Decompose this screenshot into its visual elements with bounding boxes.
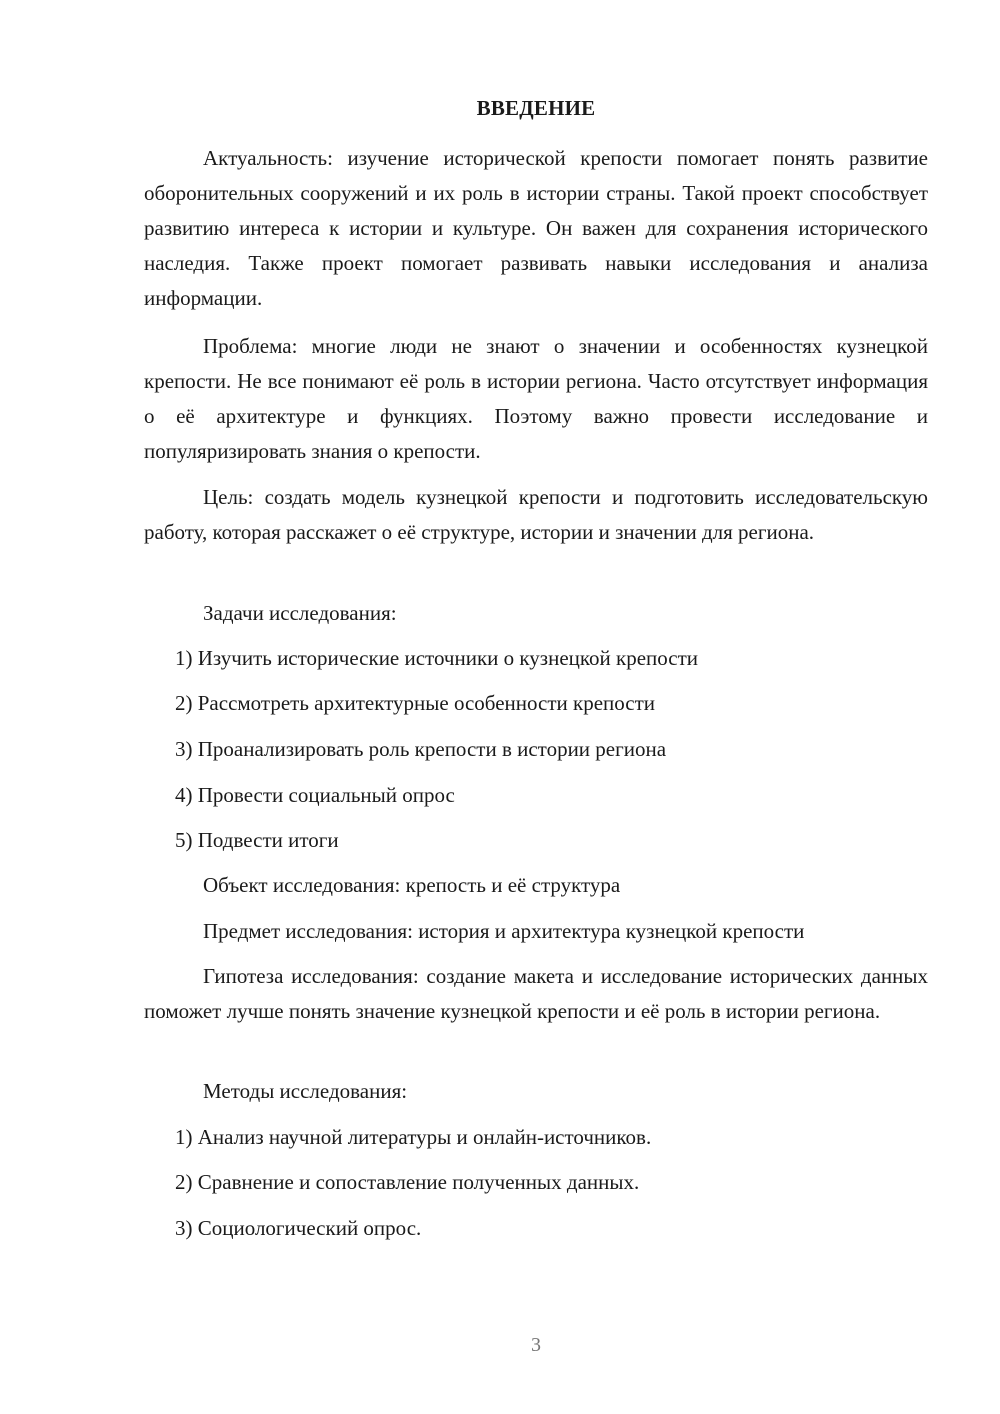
object-line: Объект исследования: крепость и её структура (203, 873, 621, 897)
hypothesis-paragraph: Гипотеза исследования: создание макета и исследование исторических данных поможет лучше понять значение кузнецкой крепости и её роль в истории региона. (144, 964, 928, 1023)
method-item: 1) Анализ научной литературы и онлайн-источников. (175, 1125, 652, 1149)
subject-line: Предмет исследования: история и архитектура кузнецкой крепости (203, 919, 805, 943)
method-item: 2) Сравнение и сопоставление полученных данных. (175, 1170, 640, 1194)
task-item: 1) Изучить исторические источники о кузнецкой крепости (175, 646, 699, 670)
tasks-heading: Задачи исследования: (203, 601, 397, 625)
task-item: 5) Подвести итоги (175, 828, 339, 852)
goal-paragraph: Цель: создать модель кузнецкой крепости и подготовить исследовательскую работу, которая расскажет о её структуре, истории и значении для региона. (144, 485, 928, 544)
problem-paragraph: Проблема: многие люди не знают о значении и особенностях кузнецкой крепости. Не все понимают её роль в истории региона. Часто отсутствует информация о её архитектуре и функциях. Поэтому важно провести исследование и популяризировать знания о крепости. (144, 334, 928, 463)
relevance-paragraph: Актуальность: изучение исторической крепости помогает понять развитие оборонительных сооружений и их роль в истории страны. Такой проект способствует развитию интереса к истории и культуре. Он важен для сохранения исторического наследия. Также проект помогает развивать навыки исследования и анализа информации. (144, 146, 928, 310)
task-item: 4) Провести социальный опрос (175, 783, 455, 807)
task-item: 3) Проанализировать роль крепости в истории региона (175, 737, 667, 761)
page-title: ВВЕДЕНИЕ (476, 96, 596, 120)
methods-heading: Методы исследования: (203, 1079, 408, 1103)
task-item: 2) Рассмотреть архитектурные особенности крепости (175, 691, 656, 715)
page-number: 3 (531, 1334, 541, 1356)
method-item: 3) Социологический опрос. (175, 1216, 422, 1240)
